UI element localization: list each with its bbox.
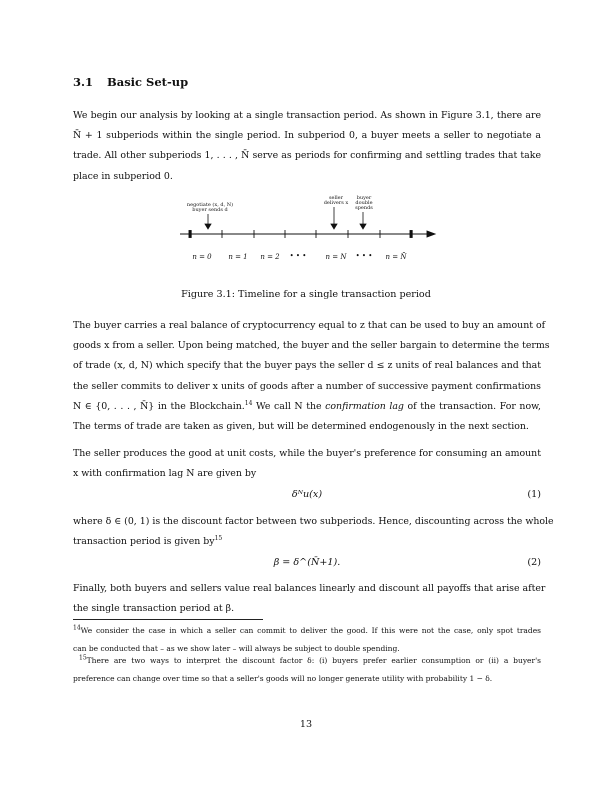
section-heading <box>73 75 188 89</box>
tick-label-dots-2: • • • <box>355 252 373 260</box>
equation-1-expr: δᴺu(x) <box>291 489 323 500</box>
paragraph-buyer <box>73 316 550 437</box>
footnote-line: can be conducted that – as we show later – will always be subject to double spending. <box>73 643 400 653</box>
text-line: trade. All other subperiods 1, . . . , N̄ serve as periods for confirming and settling trades that take <box>73 150 541 162</box>
text-line: the single transaction period at β. <box>73 603 235 615</box>
footnote-rule <box>73 619 263 620</box>
footnote-line <box>73 622 541 640</box>
annotation-buyer-sends: buyer sends d <box>192 207 228 213</box>
text-fragment: of the transaction. For now, <box>407 400 541 412</box>
paragraph-seller <box>73 444 541 484</box>
text-fragment: We call N the <box>255 400 322 412</box>
text-line: We begin our analysis by looking at a single transaction period. As shown in Figure 3.1, there are <box>73 110 541 121</box>
text-line: the seller commits to deliver x units of goods after a number of successive payment confirmations <box>73 380 541 392</box>
tick-label-nNbar: n = N̄ <box>385 253 407 261</box>
footnote-15 <box>73 652 541 687</box>
text-line: Finally, both buyers and sellers value real balances linearly and discount all payoffs that arise after <box>73 583 546 594</box>
annotation-buyer: buyer <box>356 195 372 201</box>
footnote-ref-14[interactable]: 14 <box>244 399 253 407</box>
tick-label-n0: n = 0 <box>192 253 212 261</box>
text-line: place in subperiod 0. <box>73 170 173 182</box>
equation-2-expr: β = δ^(N̄+1). <box>273 557 341 568</box>
section-number: 3.1 <box>73 75 94 89</box>
text-fragment: We consider the case in which a seller can commit to deliver the good. If this were not the case, only spot trades <box>80 626 541 635</box>
tick-label-n1: n = 1 <box>228 253 248 261</box>
text-fragment: transaction period is given by <box>73 536 215 548</box>
tick-label-n2: n = 2 <box>260 253 280 261</box>
text-line <box>73 397 541 417</box>
arrow-double-spend-head <box>360 224 366 229</box>
footnote-ref-15[interactable]: 15 <box>214 535 223 543</box>
annotation-delivers: delivers x <box>323 200 349 206</box>
timeline-svg <box>0 188 612 268</box>
section-title: Basic Set-up <box>107 75 189 89</box>
text-line: where δ ∈ (0, 1) is the discount factor between two subperiods. Hence, discounting across the whole <box>73 516 554 527</box>
tick-label-dots-1: • • • <box>289 252 307 260</box>
tick-label-nN: n = N <box>325 253 347 261</box>
figure-caption: Figure 3.1: Timeline for a single transaction period <box>181 289 431 300</box>
arrow-negotiate-head <box>205 224 211 229</box>
text-line: goods x from a seller. Upon being matched, the buyer and the seller bargain to determine the terms <box>73 340 550 352</box>
annotation-double: double <box>355 200 373 206</box>
timeline-figure <box>0 188 612 268</box>
paragraph-intro <box>73 106 541 187</box>
text-line: of trade (x, d, N) which specify that the buyer pays the seller d ≤ z units of real balances and that <box>73 360 541 372</box>
tick-start <box>189 231 191 238</box>
emphasis-confirmation-lag: confirmation lag <box>325 400 404 412</box>
text-line: x with confirmation lag N are given by <box>73 468 257 480</box>
paragraph-finally <box>73 579 546 619</box>
timeline-arrowhead <box>427 231 435 237</box>
footnote-line <box>73 652 541 670</box>
paragraph-discount <box>73 512 554 552</box>
tick-end <box>410 231 412 238</box>
page-number: 13 <box>299 719 313 730</box>
annotation-negotiate: negotiate (x, d, N) <box>186 202 234 208</box>
footnote-number: 15 <box>79 654 87 662</box>
text-fragment: N ∈ {0, . . . , N̄} in the Blockchain. <box>73 400 245 412</box>
text-line: The terms of trade are taken as given, but will be determined endogenously in the next section. <box>73 421 529 433</box>
arrow-deliver-head <box>331 224 337 229</box>
text-line: N̄ + 1 subperiods within the single period. In subperiod 0, a buyer meets a seller to negotiate a <box>73 130 541 142</box>
equation-1-tag: (1) <box>527 489 541 500</box>
equation-2-tag: (2) <box>527 557 541 568</box>
footnote-number: 14 <box>73 624 81 632</box>
footnote-line: preference can change over time so that a seller's goods will no longer generate utility with probability 1 − δ. <box>73 673 493 683</box>
annotation-spends: spends <box>355 205 373 211</box>
text-line: The seller produces the good at unit costs, while the buyer's preference for consuming an amount <box>73 448 541 459</box>
text-line <box>73 532 541 552</box>
annotation-seller: seller <box>328 195 344 201</box>
text-fragment: There are two ways to interpret the discount factor δ: (i) buyers prefer earlier consumption or (ii) a buyer's <box>86 656 541 665</box>
text-line: The buyer carries a real balance of cryptocurrency equal to z that can be used to buy an amount of <box>73 320 546 331</box>
